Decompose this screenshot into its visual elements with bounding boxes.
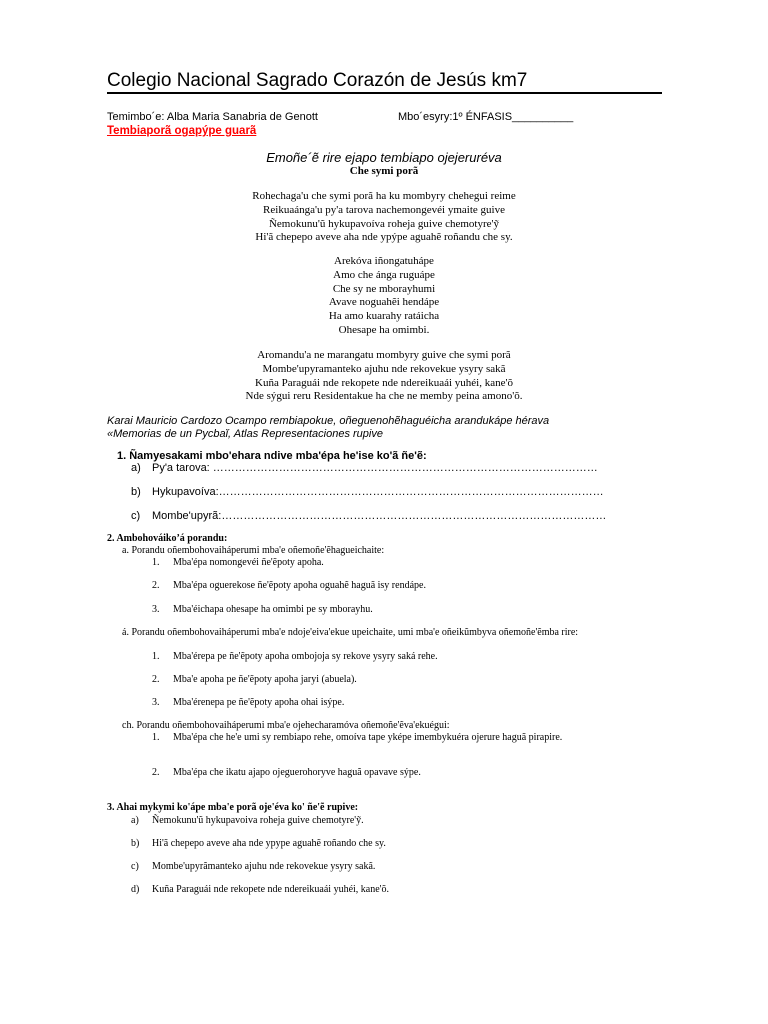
teacher-name: Temimbo´e: Alba Maria Sanabria de Genott [107,111,318,123]
item-label: a) [131,815,139,826]
poem-credit [107,415,549,441]
question-2a-item-1 [152,557,473,569]
poem-line: Ohesape ha omimbi. [338,323,430,336]
credit-line-1: Karai Mauricio Cardozo Ocampo rembiapokue, oñeguenohẽhaguéicha arandukápe hérava [107,415,550,427]
question-2ch-item-2 [152,767,633,779]
question-3-item-d [131,884,389,895]
question-2b-item-1 [152,651,473,663]
poem-line: Kuña Paraguái nde rekopete nde ndereikuaái yuhéi, kane'õ [255,376,513,389]
question-2a-item-3 [152,604,473,616]
item-number: 1. [152,557,160,568]
item-label: c) [131,861,139,872]
item-number: 2. [152,674,160,685]
poem-stanza-2 [0,255,768,338]
question-2-group-b-heading: á. Porandu oñembohovaiháperumi mba'e ndoje'eiva'ekue upeichaite, umi mba'e oñeikũmbyva oñemoñe'ẽmba rire: [122,627,579,638]
course-emphasis: Mbo´esyry:1º ÉNFASIS__________ [398,111,574,123]
item-label: d) [131,884,140,895]
question-2-heading: 2. Ambohováikoʼá porandu: [107,533,228,544]
item-number: 3. [152,697,160,708]
item-number: 2. [152,767,160,778]
item-label: b) [131,486,141,498]
item-number: 3. [152,604,160,615]
poem-stanza-3 [0,349,768,404]
question-2-group-ch-heading: ch. Porandu oñembohovaiháperumi mba'e ojehecharamóva oñemoñe'ẽva'ekuégui: [122,720,450,731]
item-text: Mombe'upyrãmanteko ajuhu nde rekovekue ysyry sakã. [152,861,376,872]
item-text: Mba'épa nomongevéi ñe'ẽpoty apoha. [173,557,324,568]
item-text: Kuña Paraguái nde rekopete nde ndereikuaái yuhéi, kane'õ. [152,884,389,895]
item-text: Mba'érepa pe ñe'ẽpoty apoha ombojoja sy rekove ysyry saká rehe. [173,651,438,662]
item-text: Mba'épa che he'e umi sy rembiapo rehe, omoíva tape yképe imembykuéra ojerure haguã pirapire. [173,732,563,743]
question-3-item-a [131,815,364,826]
question-3-item-c [131,861,375,872]
poem-line: Ha amo kuarahy ratáicha [328,310,440,323]
item-text: Mba'éichapa ohesape ha omimbi pe sy mborayhu. [173,604,373,615]
item-label: b) [131,838,140,849]
item-number: 2. [152,580,160,591]
question-3-item-b [131,838,386,849]
item-text: Mba'e apoha pe ñe'ẽpoty apoha jaryi (abuela). [173,674,357,685]
poem-line: Rohechaga'u che symi porã ha ku mombyry chehegui reime [252,190,516,202]
title-underline [107,92,662,94]
poem-instruction: Emoñe´ẽ rire ejapo tembiapo ojejeruréva [266,150,502,165]
question-1-item-a [131,462,598,474]
poem-title: Che symi porã [349,165,419,177]
item-label: a) [131,462,141,474]
credit-line-2: «Memorias de un Pycbaĭ, Atlas Representaciones rupive [107,428,383,440]
item-text: Mba'épa oguerekose ñe'ẽpoty apoha oguahẽ haguã isy rendápe. [173,580,426,591]
item-label: c) [131,510,141,522]
item-text: Mombe'upyrã:…………………………………………………………………………………………… [152,510,607,522]
question-2a-item-2 [152,580,473,592]
item-text: Hykupavoíva:…………………………………………………………………………………………… [152,486,604,498]
item-text: Ñemokunu'ũ hykupavoiva roheja guive chemotyre'ỹ. [152,815,364,826]
item-text: Mba'érenepa pe ñe'ẽpoty apoha ohai isýpe. [173,697,345,708]
poem-line: Mombe'upyramanteko ajuhu nde rekovekue ysyry sakã [262,362,506,375]
poem-line: Reikuaánga'u py'a tarova nachemongevéi ymaite guive [263,203,505,216]
item-text: Hi'ã chepepo aveve aha nde ypype aguahẽ roñando che sy. [152,838,386,849]
question-1-item-c [131,510,606,522]
item-text: Mba'épa che ikatu ajapo ojeguerohoryve haguã opavave sýpe. [173,767,421,778]
question-2b-item-3 [152,697,473,709]
question-3-heading: 3. Ahai mykymi ko'ápe mba'e porã oje'éva ko' ñe'ẽ rupive: [107,802,359,813]
assignment-subtitle: Tembiaporã ogapýpe guarã [107,125,257,137]
poem-line: Avave noguahẽi hendápe [328,296,440,309]
question-2ch-item-1 [152,732,633,744]
question-2b-item-2 [152,674,473,686]
item-number: 1. [152,651,160,662]
poem-line: Nde sýgui reru Residentakue ha che ne memby peina amono'õ. [245,390,523,403]
poem-line: Ñemokunu'ũ hykupavoíva roheja guive chemotyre'ỹ [268,217,499,230]
poem-line: Amo che ánga ruguápe [333,268,435,281]
poem-line: Hi'ã chepepo aveve aha nde ypýpe aguahẽ roñandu che sy. [255,231,513,244]
question-1-heading: 1. Ñamyesakami mbo'ehara ndive mba'épa he'ise ko'ã ñe'ẽ: [117,450,427,462]
item-number: 1. [152,732,160,743]
question-1-item-b [131,486,604,498]
poem-line: Arekóva iñongatuhápe [334,255,434,267]
school-title: Colegio Nacional Sagrado Corazón de Jesús km7 [107,70,528,91]
poem-line: Che sy ne mborayhumi [332,282,436,295]
question-2-group-a-heading: a. Porandu oñembohovaiháperumi mba'e oñemoñe'ẽhagueichaite: [122,545,385,556]
item-text: Py'a tarova: …………………………………………………………………………………………… [152,462,598,474]
poem-stanza-1 [0,190,768,245]
poem-line: Aromandu'a ne marangatu mombyry guive che symi porã [257,349,511,361]
